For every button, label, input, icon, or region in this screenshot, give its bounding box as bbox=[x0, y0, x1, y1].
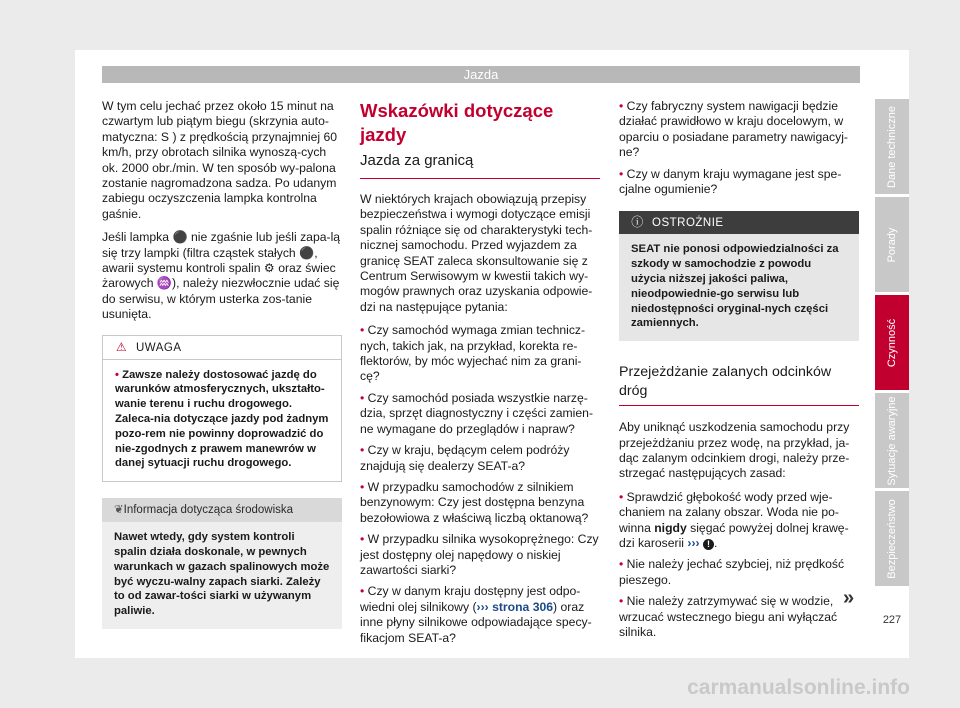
page-reference-link[interactable]: ››› strona 306 bbox=[476, 599, 554, 614]
tab-czynnosc[interactable]: Czynność bbox=[875, 295, 909, 390]
warning-box bbox=[102, 335, 342, 483]
tab-sytuacje-awaryjne[interactable]: Sytuacje awaryjne bbox=[875, 393, 909, 488]
environment-header bbox=[102, 498, 342, 522]
paragraph-regeneration: W tym celu jechać przez około 15 minut na czwartym lub piątym biegu (skrzynia auto-matyczna: S ) z prędkością przynajmniej 60 km/h, przy obrotach silnika wynoszą-cych ok. 2000 obr./min. W ten sposób wy-palona zostanie nagromadzona sadza. Po udanym zabiegu oczyszczenia lampka kontrolna gaśnie. bbox=[102, 99, 338, 221]
warning-header bbox=[103, 336, 341, 360]
page-header: Jazda bbox=[102, 66, 860, 83]
column-left bbox=[102, 99, 342, 629]
list-item: • Nie należy jechać szybciej, niż prędkość pieszego. bbox=[619, 557, 845, 587]
list-item: • Czy w danym kraju wymagane jest spe-cjalne ogumienie? bbox=[619, 166, 842, 197]
continue-mark: » bbox=[843, 587, 855, 609]
section-subtitle: Jazda za granicą bbox=[360, 151, 600, 179]
caution-text: SEAT nie ponosi odpowiedzialności za szkody w samochodzie z powodu użycia niższej jakości paliwa, nieodpowiednie-go serwisu lub niedostępności oryginal-nych części zamiennych. bbox=[619, 234, 859, 341]
bullet: • bbox=[115, 368, 119, 381]
list-item: • W przypadku silnika wysokoprężnego: Czy jest dostępny olej napędowy o niskiej zawartości siarki? bbox=[360, 532, 599, 577]
tab-dane-techniczne[interactable]: Dane techniczne bbox=[875, 99, 909, 194]
list-item: • Nie należy zatrzymywać się w wodzie, wrzucać wstecznego biegu ani wyłączać silnika. bbox=[619, 594, 838, 640]
tab-bezpieczenstwo[interactable]: Bezpieczeństwo bbox=[875, 491, 909, 586]
exclamation-circle-icon: ⓘ bbox=[631, 215, 644, 230]
list-item: • Czy samochód posiada wszystkie narzę-dzia, sprzęt diagnostyczny i części zamien-ne wymagane do przeglądów i napraw? bbox=[360, 390, 594, 436]
warning-title: UWAGA bbox=[136, 341, 182, 354]
list-item: • Czy w danym kraju dostępny jest odpo-wiedni olej silnikowy (››› strona 306) oraz inne płyny silnikowe odpowiadające specy-fikacjom SEAT-a? bbox=[360, 584, 592, 645]
list-item: • Czy w kraju, będącym celem podróży znajdują się dealerzy SEAT-a? bbox=[360, 443, 570, 473]
column-right bbox=[619, 99, 859, 647]
warning-body bbox=[103, 360, 341, 482]
list-item: • W przypadku samochodów z silnikiem benzynowym: Czy jest dostępna benzyna bezołowiowa z właściwą liczbą oktanową? bbox=[360, 479, 589, 525]
tab-porady[interactable]: Porady bbox=[875, 197, 909, 292]
list-item: • Czy fabryczny system nawigacji będzie działać prawidłowo w kraju docelowym, w oparciu o posiadane parametry nawigacyj-ne? bbox=[619, 99, 848, 160]
warning-text: Zawsze należy dostosować jazdę do warunków atmosferycznych, ukształto-wanie terenu i ruchu drogowego. Zaleca-nia dotyczące jazdy pod żadnym pozo-rem nie powinny doprowadzić do nie-zgodnych z prawem manewrów w danej sytuacji ruchu drogowego. bbox=[115, 368, 329, 470]
section-title: Wskazówki dotyczące jazdy bbox=[360, 100, 554, 145]
environment-title: Informacja dotycząca środowiska bbox=[123, 504, 294, 517]
intro-paragraph: W niektórych krajach obowiązują przepisy bezpieczeństwa i wymogi dotyczące emisji spalin różniące się od charakterystyki tech-nicznej samochodu. Przed wyjazdem za granicę SEAT zaleca skonsultowanie się z Centrum Serwisowym w kwestii takich wy-mogów prawnych oraz uzyskania odpowie-dzi na następujące pytania: bbox=[360, 192, 593, 314]
warning-reference-link[interactable]: ››› bbox=[687, 536, 700, 551]
watermark: carmanualsonline.info bbox=[687, 676, 910, 699]
flooded-roads-paragraph: Aby uniknąć uszkodzenia samochodu przy przejeżdżaniu przez wodę, na przykład, ja-dąc zalanym odcinkiem drogi, należy prze-strzegać następujących zasad: bbox=[619, 420, 850, 481]
paragraph-warning-lamps: Jeśli lampka ⚫ nie zgaśnie lub jeśli zapa-lą się trzy lampki (filtra cząstek stałych ⚫, awarii systemu kontroli spalin ⚙ oraz świec żarowych ♒), należy niezwłocznie udać się do serwisu, w którym usterka zos-tanie usunięta. bbox=[102, 230, 341, 322]
column-middle bbox=[360, 99, 600, 652]
caution-header bbox=[619, 211, 859, 234]
flooded-roads-heading: Przejeżdżanie zalanych odcinków dróg bbox=[619, 363, 859, 406]
leaf-icon: ❦ bbox=[114, 504, 124, 517]
list-item: • Sprawdzić głębokość wody przed wje-chaniem na zalany obszar. Woda nie po-winna nigdy sięgać powyżej dolnej krawę-dzi karoserii ››› ! . bbox=[619, 489, 849, 551]
environment-box bbox=[102, 498, 342, 629]
caution-box bbox=[619, 211, 859, 341]
caution-title: OSTROŻNIE bbox=[652, 217, 724, 230]
page-number: 227 bbox=[882, 614, 902, 626]
list-item: • Czy samochód wymaga zmian technicz-nych, takich jak, na przykład, korekta re-flektorów, by móc wyjechać nim za grani-cę? bbox=[360, 323, 586, 384]
warning-triangle-icon: ⚠ bbox=[115, 339, 128, 354]
environment-text: Nawet wtedy, gdy system kontroli spalin działa doskonale, w pewnych warunkach w gazach spalinowych może być wyczu-walny zapach siarki. Zależy to od zawar-tości siarki w używanym paliwie. bbox=[102, 522, 342, 629]
alert-icon: ! bbox=[703, 539, 714, 550]
